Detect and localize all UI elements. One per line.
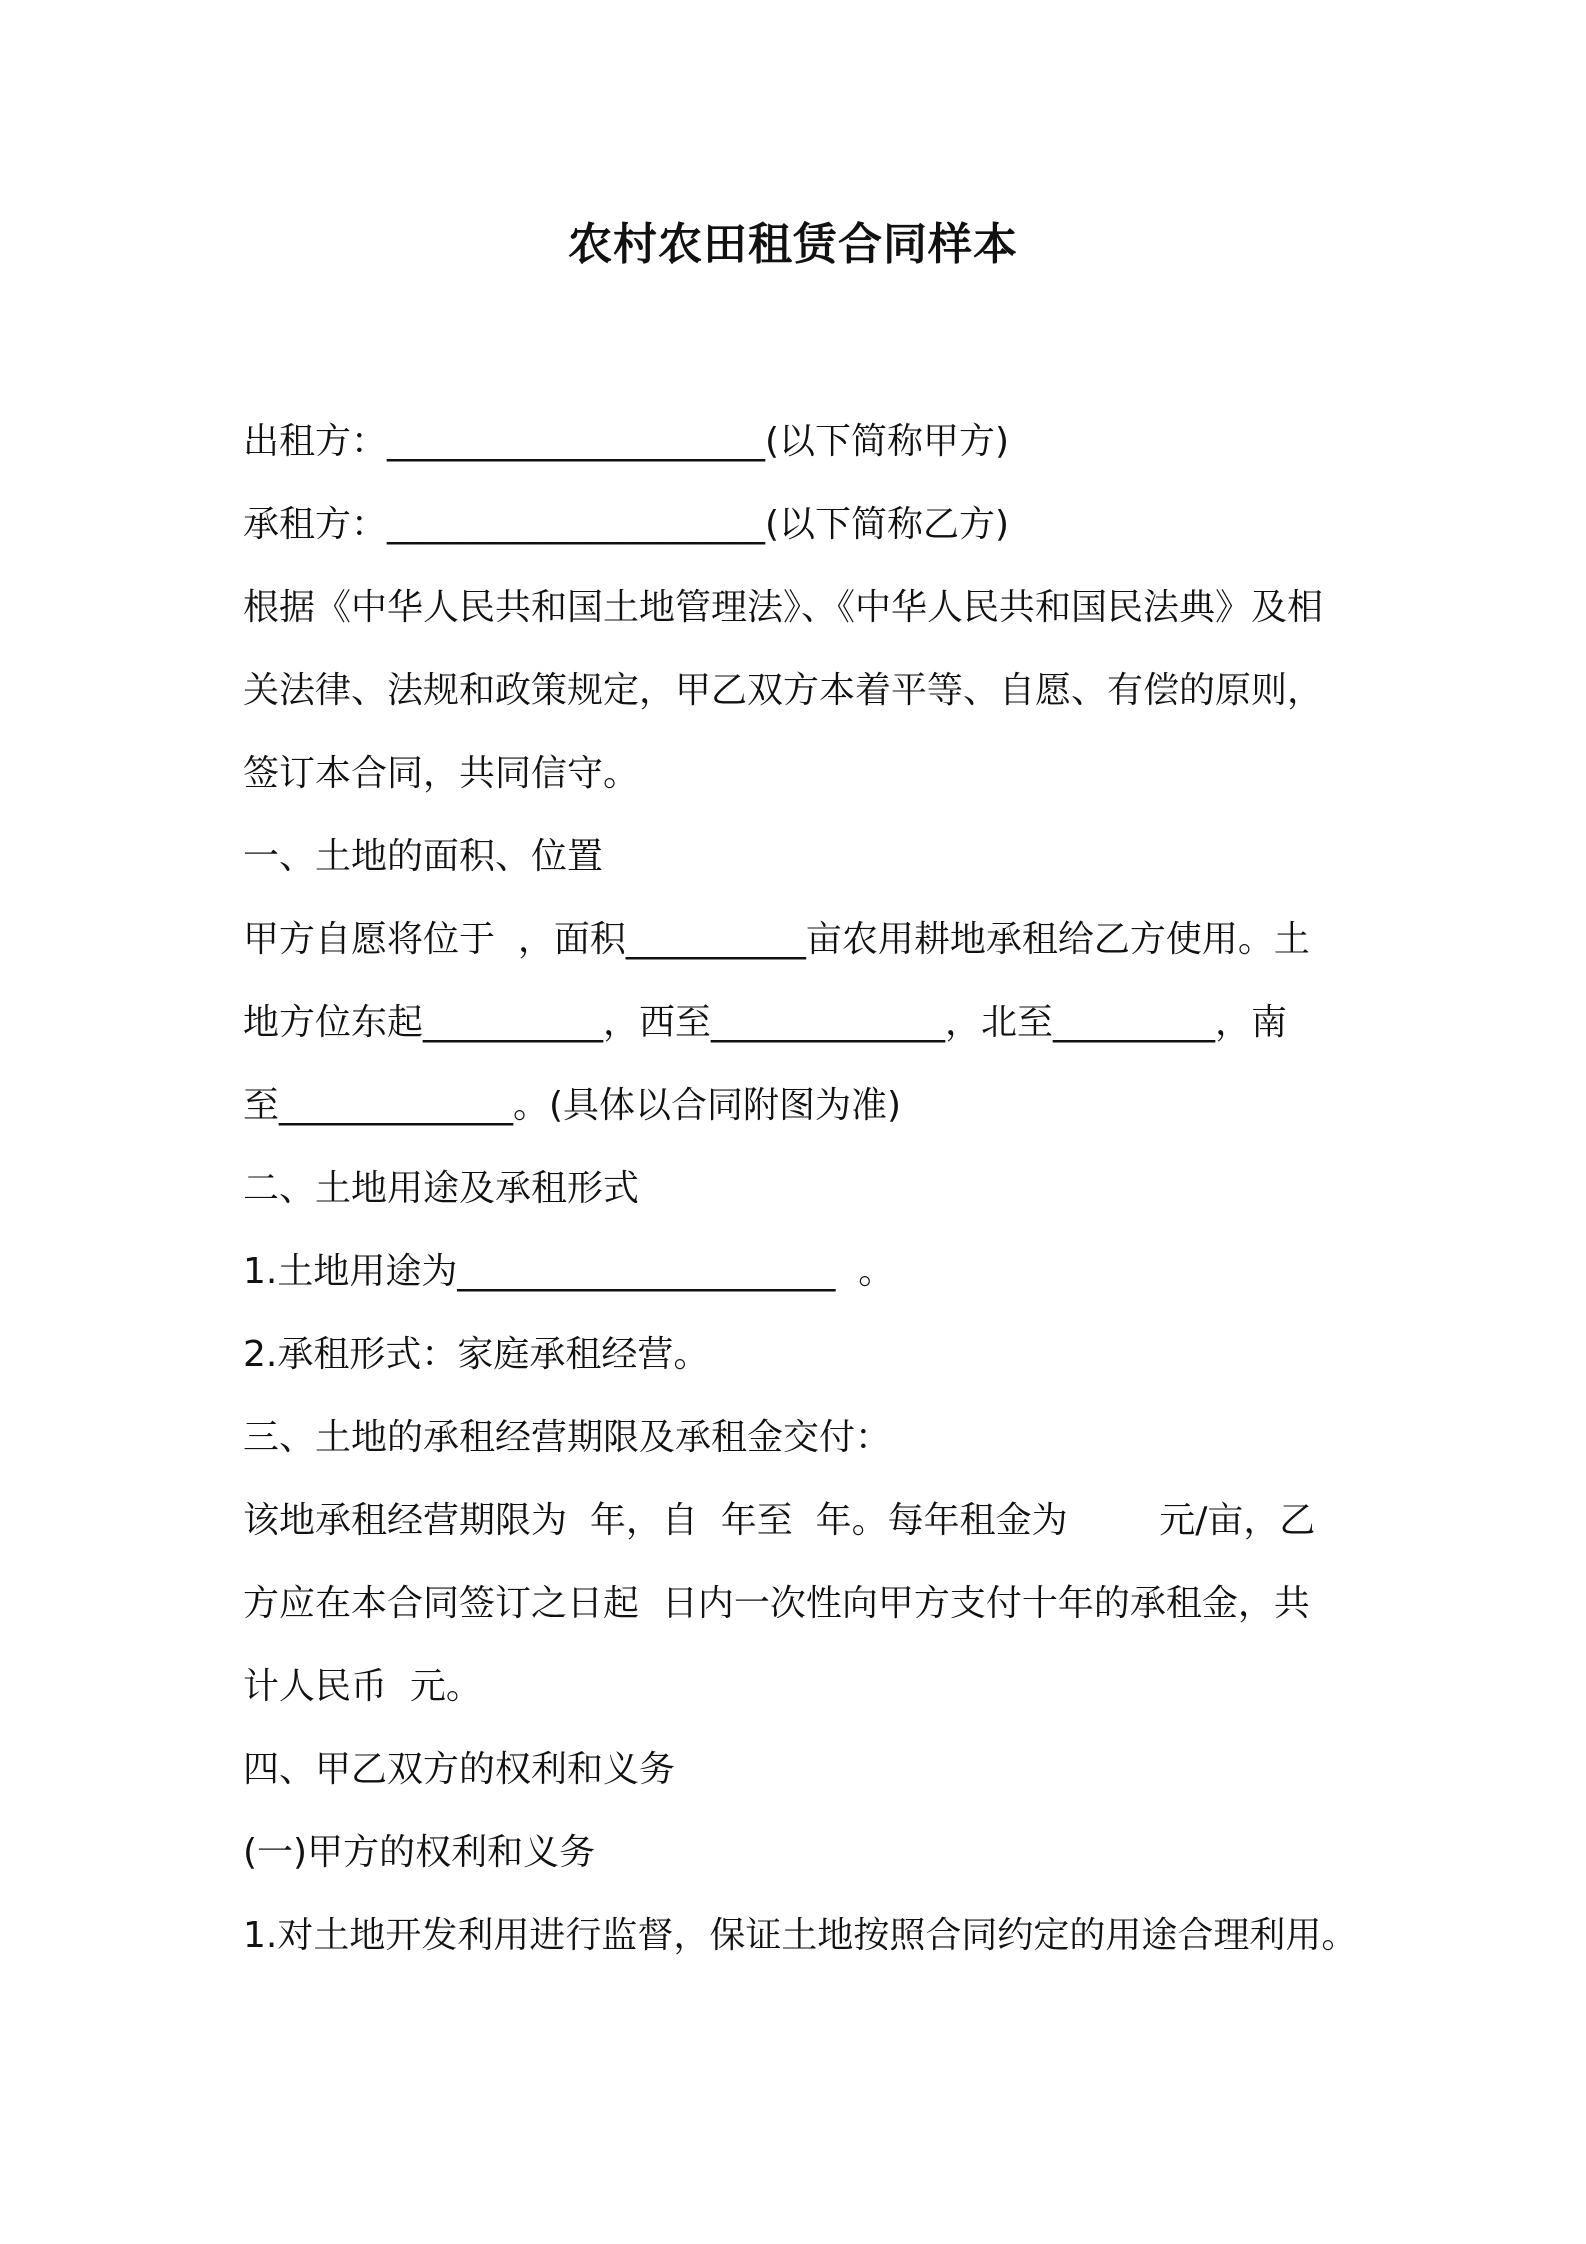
section-3-line-2: 方应在本合同签订之日起 日内一次性向甲方支付十年的承租金，共 [243,1583,1310,1624]
lessee-line: 承租方：_____________________(以下简称乙方) [243,504,1010,545]
section-1-line-3: 至_____________。(具体以合同附图为准) [243,1085,902,1126]
section-2-item-2: 2.承租形式：家庭承租经营。 [243,1334,710,1375]
subsection-heading-party-a: (一)甲方的权利和义务 [243,1832,596,1873]
preamble-line-2: 关法律、法规和政策规定，甲乙双方本着平等、自愿、有偿的原则， [243,670,1324,711]
section-3-line-3: 计人民币 元。 [243,1666,482,1707]
section-heading-1: 一、土地的面积、位置 [243,836,604,877]
section-1-line-1: 甲方自愿将位于 ，面积__________亩农用耕地承租给乙方使用。土 [243,919,1310,960]
preamble-line-3: 签订本合同，共同信守。 [243,753,640,794]
document-body [243,412,1373,1989]
lessor-line: 出租方：_____________________(以下简称甲方) [243,421,1010,462]
section-heading-3: 三、土地的承租经营期限及承租金交付： [243,1417,892,1458]
section-heading-2: 二、土地用途及承租形式 [243,1168,640,1209]
party-a-item-1: 1.对土地开发利用进行监督，保证土地按照合同约定的用途合理利用。 [243,1915,1358,1956]
section-3-line-1: 该地承租经营期限为 年，自 年至 年。每年租金为 元/亩，乙 [243,1500,1316,1541]
section-1-line-2: 地方位东起__________，西至_____________，北至_________，南 [243,1002,1288,1043]
preamble-line-1: 根据《中华人民共和国土地管理法》、《中华人民共和国民法典》及相 [243,587,1324,628]
section-heading-4: 四、甲乙双方的权利和义务 [243,1749,676,1790]
section-2-item-1: 1.土地用途为_____________________ 。 [243,1251,895,1292]
document-title: 农村农田租赁合同样本 [568,219,1018,270]
